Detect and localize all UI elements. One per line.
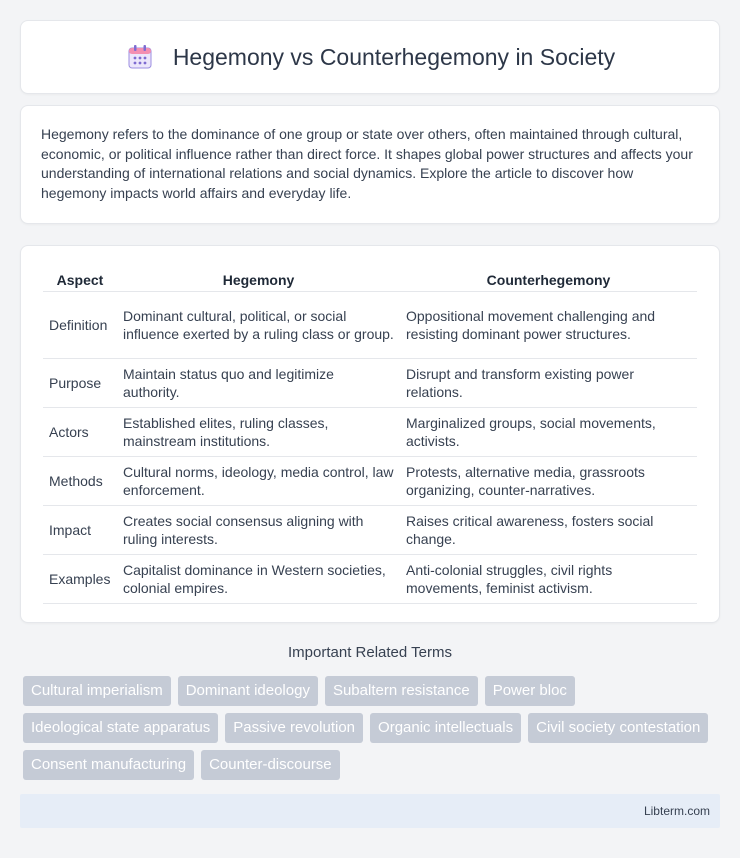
cell-hegemony: Dominant cultural, political, or social influence exerted by a ruling class or group. — [117, 292, 400, 359]
cell-aspect: Methods — [43, 457, 117, 506]
title-wrap — [125, 42, 615, 72]
footer-site-link[interactable]: Libterm.com — [643, 804, 710, 818]
related-term-tag[interactable]: Subaltern resistance — [325, 676, 478, 706]
related-terms-list — [23, 676, 723, 780]
cell-aspect: Definition — [43, 292, 117, 359]
column-header-counterhegemony: Counterhegemony — [400, 266, 697, 292]
related-term-tag[interactable]: Passive revolution — [225, 713, 363, 743]
cell-counterhegemony: Oppositional movement challenging and resisting dominant power structures. — [400, 292, 697, 359]
cell-aspect: Impact — [43, 506, 117, 555]
cell-counterhegemony: Raises critical awareness, fosters social change. — [400, 506, 697, 555]
related-term-tag[interactable]: Civil society contestation — [528, 713, 708, 743]
cell-hegemony: Established elites, ruling classes, mainstream institutions. — [117, 408, 400, 457]
cell-hegemony: Maintain status quo and legitimize authority. — [117, 359, 400, 408]
related-term-tag[interactable]: Dominant ideology — [178, 676, 318, 706]
related-term-tag[interactable]: Organic intellectuals — [370, 713, 521, 743]
cell-aspect: Actors — [43, 408, 117, 457]
cell-hegemony: Creates social consensus aligning with ruling interests. — [117, 506, 400, 555]
column-header-hegemony: Hegemony — [117, 266, 400, 292]
cell-counterhegemony: Disrupt and transform existing power relations. — [400, 359, 697, 408]
cell-hegemony: Capitalist dominance in Western societies, colonial empires. — [117, 555, 400, 604]
table-row — [43, 555, 697, 604]
table-row — [43, 292, 697, 359]
comparison-table-card — [20, 245, 720, 623]
table-row — [43, 457, 697, 506]
related-term-tag[interactable]: Cultural imperialism — [23, 676, 171, 706]
table-header-row — [43, 266, 697, 292]
header-card — [20, 20, 720, 94]
comparison-table — [43, 266, 697, 604]
related-term-tag[interactable]: Counter-discourse — [201, 750, 340, 780]
related-term-tag[interactable]: Ideological state apparatus — [23, 713, 218, 743]
cell-counterhegemony: Anti-colonial struggles, civil rights movements, feminist activism. — [400, 555, 697, 604]
table-row — [43, 506, 697, 555]
calendar-icon — [125, 42, 155, 72]
related-terms-title: Important Related Terms — [288, 644, 452, 661]
footer — [20, 794, 720, 828]
table-row — [43, 359, 697, 408]
related-term-tag[interactable]: Consent manufacturing — [23, 750, 194, 780]
cell-hegemony: Cultural norms, ideology, media control, law enforcement. — [117, 457, 400, 506]
cell-counterhegemony: Protests, alternative media, grassroots organizing, counter-narratives. — [400, 457, 697, 506]
intro-text: Hegemony refers to the dominance of one group or state over others, often maintained through cultural, economic, or political influence rather than direct force. It shapes global power structures and affects your understanding of international relations and social dynamics. Explore the article to discover how hegemony impacts world affairs and everyday life. — [41, 126, 693, 201]
column-header-aspect: Aspect — [43, 266, 117, 292]
cell-aspect: Examples — [43, 555, 117, 604]
table-row — [43, 408, 697, 457]
page-title: Hegemony vs Counterhegemony in Society — [172, 43, 616, 70]
cell-aspect: Purpose — [43, 359, 117, 408]
related-term-tag[interactable]: Power bloc — [485, 676, 575, 706]
intro-card — [20, 105, 720, 224]
cell-counterhegemony: Marginalized groups, social movements, activists. — [400, 408, 697, 457]
